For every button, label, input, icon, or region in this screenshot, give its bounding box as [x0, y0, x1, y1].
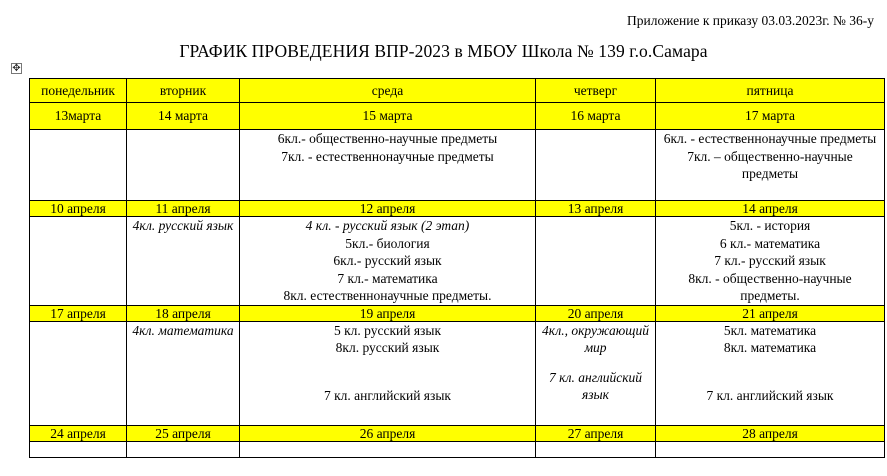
header-thursday: четверг [536, 79, 656, 103]
date-cell: 24 апреля [30, 425, 127, 441]
thursday-exams [536, 321, 656, 425]
exam-entry: 7 кл.- русский язык [714, 253, 826, 268]
tuesday-exams [127, 441, 240, 457]
date-row-week-4 [30, 425, 885, 441]
exam-entry: 6кл. - естественнонаучные предметы [663, 131, 877, 146]
header-tuesday: вторник [127, 79, 240, 103]
exam-entry: 7кл. – общественно-научные предметы [687, 148, 853, 181]
exam-entry: 7 кл.- математика [337, 270, 438, 286]
date-row-week-1 [30, 103, 885, 130]
exam-entry: 5кл. математика [723, 322, 817, 338]
date-cell: 10 апреля [30, 201, 127, 217]
wednesday-exams [240, 441, 536, 457]
exam-entry: 8кл. русский язык [335, 340, 440, 355]
exam-entry: 4кл., окружающий мир [542, 322, 649, 355]
date-cell: 17 апреля [30, 305, 127, 321]
spacer [538, 357, 653, 369]
friday-exams [656, 321, 885, 425]
date-cell: 12 апреля [240, 201, 536, 217]
date-cell: 27 апреля [536, 425, 656, 441]
exam-entry: 7 кл. английский язык [548, 369, 643, 402]
content-row-week-3 [30, 321, 885, 425]
exam-entry: 6кл.- общественно-научные предметы [277, 131, 498, 146]
tuesday-exams [127, 130, 240, 201]
friday-exams [656, 441, 885, 457]
exam-entry: 7 кл. английский язык [324, 387, 451, 403]
exam-entry: 4кл. русский язык [132, 218, 234, 233]
exam-entry: 6 кл.- математика [719, 235, 821, 251]
date-cell: 13 апреля [536, 201, 656, 217]
header-wednesday: среда [240, 79, 536, 103]
schedule-table [29, 78, 885, 458]
date-row-week-3 [30, 305, 885, 321]
date-cell: 19 апреля [240, 305, 536, 321]
spacer [658, 357, 882, 387]
appendix-note: Приложение к приказу 03.03.2023г. № 36-у [626, 13, 874, 28]
thursday-exams [536, 217, 656, 306]
date-cell: 16 марта [536, 103, 656, 130]
content-row-week-1 [30, 130, 885, 201]
date-cell: 18 апреля [127, 305, 240, 321]
header-monday: понедельник [30, 79, 127, 103]
thursday-exams [536, 441, 656, 457]
thursday-exams [536, 130, 656, 201]
weekday-header-row [30, 79, 885, 103]
monday-exams [30, 441, 127, 457]
table-move-handle-icon[interactable]: ✥ [12, 63, 21, 74]
date-cell: 14 марта [127, 103, 240, 130]
tuesday-exams [127, 321, 240, 425]
spacer [242, 357, 533, 387]
friday-exams [656, 217, 885, 306]
date-cell: 17 марта [656, 103, 885, 130]
exam-entry: 5кл. - история [729, 218, 811, 233]
date-cell: 28 апреля [656, 425, 885, 441]
exam-entry: 5 кл. русский язык [333, 322, 442, 338]
document-title: ГРАФИК ПРОВЕДЕНИЯ ВПР-2023 в МБОУ Школа № 139 г.о.Самара [179, 41, 708, 61]
monday-exams [30, 321, 127, 425]
wednesday-exams [240, 217, 536, 306]
exam-entry: 8кл. естественнонаучные предметы. [283, 288, 492, 303]
date-row-week-2 [30, 201, 885, 217]
friday-exams [656, 130, 885, 201]
date-cell: 14 апреля [656, 201, 885, 217]
date-cell: 26 апреля [240, 425, 536, 441]
header-friday: пятница [656, 79, 885, 103]
date-cell: 13марта [30, 103, 127, 130]
date-cell: 20 апреля [536, 305, 656, 321]
monday-exams [30, 130, 127, 201]
date-cell: 15 марта [240, 103, 536, 130]
exam-entry: 8кл. - общественно-научные предметы. [688, 270, 852, 303]
monday-exams [30, 217, 127, 306]
exam-entry: 4 кл. - русский язык (2 этап) [305, 218, 470, 233]
tuesday-exams [127, 217, 240, 306]
exam-entry: 6кл.- русский язык [333, 253, 442, 268]
exam-entry: 7кл. - естественнонаучные предметы [281, 148, 494, 164]
exam-entry: 8кл. математика [723, 340, 817, 355]
content-row-week-2 [30, 217, 885, 306]
wednesday-exams [240, 130, 536, 201]
date-cell: 21 апреля [656, 305, 885, 321]
content-row-week-4 [30, 441, 885, 457]
exam-entry: 4кл. математика [132, 322, 234, 338]
date-cell: 25 апреля [127, 425, 240, 441]
exam-entry: 5кл.- биология [345, 235, 430, 251]
exam-entry: 7 кл. английский язык [706, 387, 834, 403]
date-cell: 11 апреля [127, 201, 240, 217]
wednesday-exams [240, 321, 536, 425]
